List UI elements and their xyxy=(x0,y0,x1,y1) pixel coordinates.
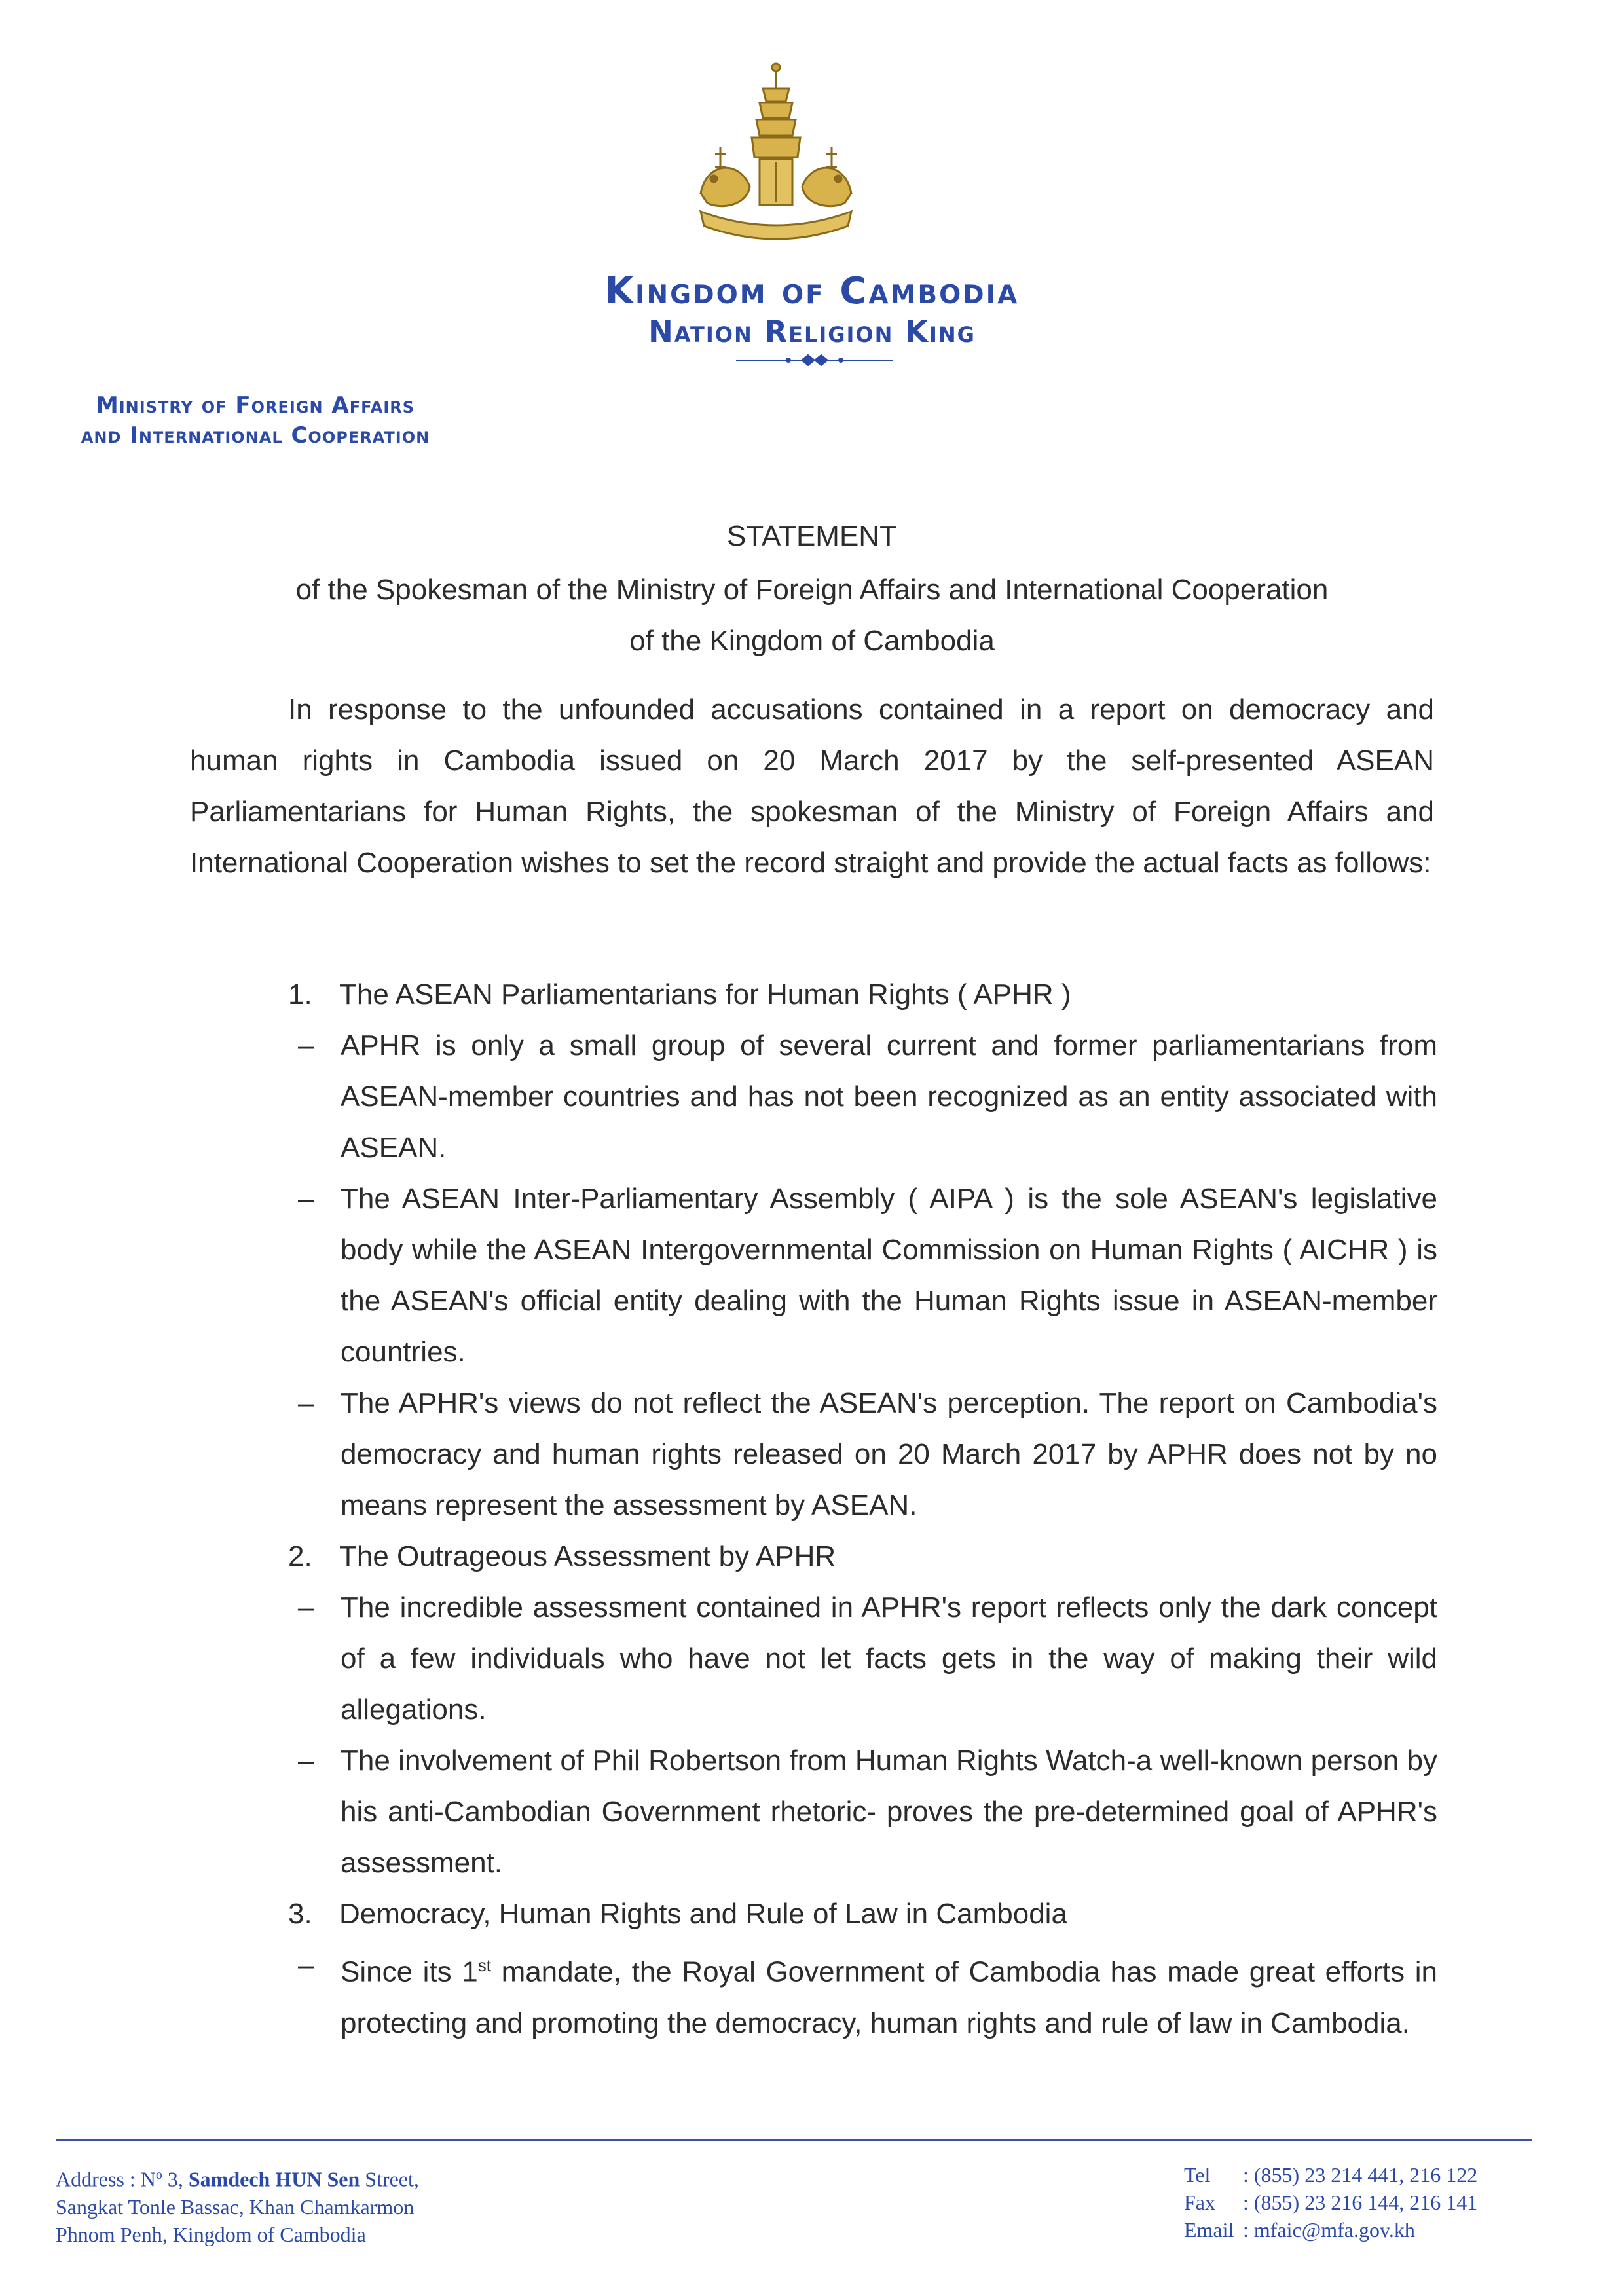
footer-tel: Tel : (855) 23 214 441, 216 122 xyxy=(1184,2163,1478,2187)
bullet-item: – The APHR's views do not reflect the ASEAN's perception. The report on Cambodia's democracy and human rights released on 20 March 2017 by APHR does not by no means represent the assessment by ASEAN. xyxy=(298,1387,1437,1521)
statement-title: STATEMENT xyxy=(727,520,897,552)
bullet-item: – The ASEAN Inter-Parliamentary Assembly ( AIPA ) is the sole ASEAN's legislative body while the ASEAN Intergovernmental Commission on Human Rights ( AICHR ) is the ASEAN's official entity dealing with the Human Rights issue in ASEAN-member countries. xyxy=(298,1183,1437,1368)
footer-address: Address : $N^o$ 3, Samdech HUN Sen Street, Sangkat Tonle Bassac, Khan Chamkarmon Phnom Penh, Kingdom of Cambodia xyxy=(56,2167,419,2246)
ministry-name-line2: and International Cooperation xyxy=(81,422,430,449)
bullet-item: – The involvement of Phil Robertson from Human Rights Watch-a well-known person by his anti-Cambodian Government rhetoric- proves the pre-determined goal of APHR's assessment. xyxy=(298,1745,1437,1879)
country-title: Kingdom of Cambodia xyxy=(604,270,1020,312)
section-heading: 3. Democracy, Human Rights and Rule of Law in Cambodia xyxy=(288,1898,1067,1930)
statement-subtitle-line2: of the Kingdom of Cambodia xyxy=(629,625,995,657)
national-motto: Nation Religion King xyxy=(648,314,976,349)
bullet-item: – Since its 1st mandate, the Royal Government of Cambodia has made great efforts in protecting and promoting the democracy, human rights and rule of law in Cambodia. xyxy=(298,1949,1437,2039)
bullet-item: – APHR is only a small group of several current and former parliamentarians from ASEAN-member countries and has not been recognized as an entity associated with ASEAN. xyxy=(298,1029,1437,1164)
statement-subtitle-line1: of the Spokesman of the Ministry of Foreign Affairs and International Cooperation xyxy=(295,574,1329,606)
footer-contacts xyxy=(1184,2161,1551,2244)
footer-fax: Fax : (855) 23 216 144, 216 141 xyxy=(1184,2191,1478,2214)
ornament-divider xyxy=(736,352,893,368)
footer-email: Email : mfaic@mfa.gov.kh xyxy=(1184,2218,1415,2242)
intro-paragraph: In response to the unfounded accusations contained in a report on democracy and human rights in Cambodia issued on 20 March 2017 by the self-presented ASEAN Parliamentarians for Human Rights, the spokesman of the Ministry of Foreign Affairs and International Cooperation wishes to set the record straight and provide the actual facts as follows: xyxy=(190,694,1434,879)
footer-divider xyxy=(56,2139,1532,2141)
bullet-item: – The incredible assessment contained in APHR's report reflects only the dark concept of a few individuals who have not let facts gets in the way of making their wild allegations. xyxy=(298,1591,1437,1726)
coat-of-arms-emblem xyxy=(681,62,871,252)
section-heading: 1. The ASEAN Parliamentarians for Human Rights ( APHR ) xyxy=(288,978,1071,1010)
section-heading: 2. The Outrageous Assessment by APHR xyxy=(288,1540,836,1572)
ministry-name-line1: Ministry of Foreign Affairs xyxy=(96,392,415,418)
